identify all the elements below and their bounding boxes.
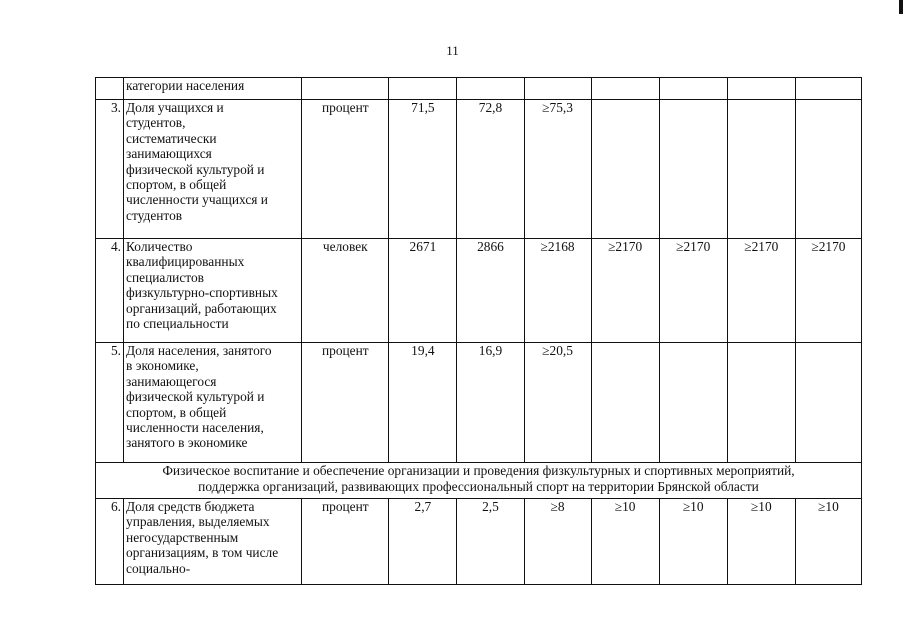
indicators-table [95, 77, 862, 585]
unit-cell: человек [302, 239, 389, 343]
value-cell [591, 343, 659, 463]
value-cell: ≥20,5 [524, 343, 591, 463]
indicator-name: Доля населения, занятого в экономике, занимающегося физической культурой и спортом, в общей численности населения, занятого в экономике [124, 343, 302, 463]
value-cell: 2866 [457, 239, 524, 343]
value-cell: ≥75,3 [524, 100, 591, 239]
value-cell [795, 100, 861, 239]
table-row [96, 343, 862, 463]
value-cell [659, 100, 727, 239]
row-number: 6. [96, 499, 124, 585]
value-cell: ≥2170 [659, 239, 727, 343]
table-row [96, 100, 862, 239]
value-cell [727, 343, 795, 463]
section-header: Физическое воспитание и обеспечение организации и проведения физкультурных и спортивных мероприятий, поддержка организаций, развивающих профессиональный спорт на территории Брянской области [96, 463, 862, 499]
indicator-name: Доля средств бюджета управления, выделяемых негосударственным организациям, в том числе социально- [124, 499, 302, 585]
value-cell [795, 343, 861, 463]
value-cell: ≥2170 [727, 239, 795, 343]
value-cell: 2,7 [389, 499, 457, 585]
row-number: 3. [96, 100, 124, 239]
value-cell [389, 78, 457, 100]
table-row-continuation [96, 78, 862, 100]
value-cell: ≥8 [524, 499, 591, 585]
indicator-name: категории населения [124, 78, 302, 100]
unit-cell: процент [302, 343, 389, 463]
value-cell: ≥10 [795, 499, 861, 585]
unit-cell: процент [302, 100, 389, 239]
value-cell: ≥10 [591, 499, 659, 585]
row-number [96, 78, 124, 100]
unit-cell: процент [302, 499, 389, 585]
indicator-name: Доля учащихся и студентов, систематически занимающихся физической культурой и спортом, в общей численности учащихся и студентов [124, 100, 302, 239]
value-cell: 71,5 [389, 100, 457, 239]
section-header-row [96, 463, 862, 499]
value-cell: 72,8 [457, 100, 524, 239]
indicator-name: Количество квалифицированных специалистов физкультурно-спортивных организаций, работающих по специальности [124, 239, 302, 343]
value-cell [524, 78, 591, 100]
row-number: 5. [96, 343, 124, 463]
value-cell [727, 100, 795, 239]
value-cell [591, 78, 659, 100]
value-cell: ≥2168 [524, 239, 591, 343]
page-number: 11 [446, 43, 459, 58]
value-cell [659, 78, 727, 100]
table-row [96, 499, 862, 585]
value-cell: ≥2170 [795, 239, 861, 343]
value-cell: 2671 [389, 239, 457, 343]
table-row [96, 239, 862, 343]
value-cell [591, 100, 659, 239]
value-cell [795, 78, 861, 100]
unit-cell [302, 78, 389, 100]
edge-scan-mark [899, 0, 903, 14]
value-cell: 19,4 [389, 343, 457, 463]
value-cell [457, 78, 524, 100]
value-cell [659, 343, 727, 463]
row-number: 4. [96, 239, 124, 343]
value-cell: ≥10 [727, 499, 795, 585]
value-cell: 16,9 [457, 343, 524, 463]
value-cell: ≥2170 [591, 239, 659, 343]
value-cell: ≥10 [659, 499, 727, 585]
value-cell [727, 78, 795, 100]
value-cell: 2,5 [457, 499, 524, 585]
